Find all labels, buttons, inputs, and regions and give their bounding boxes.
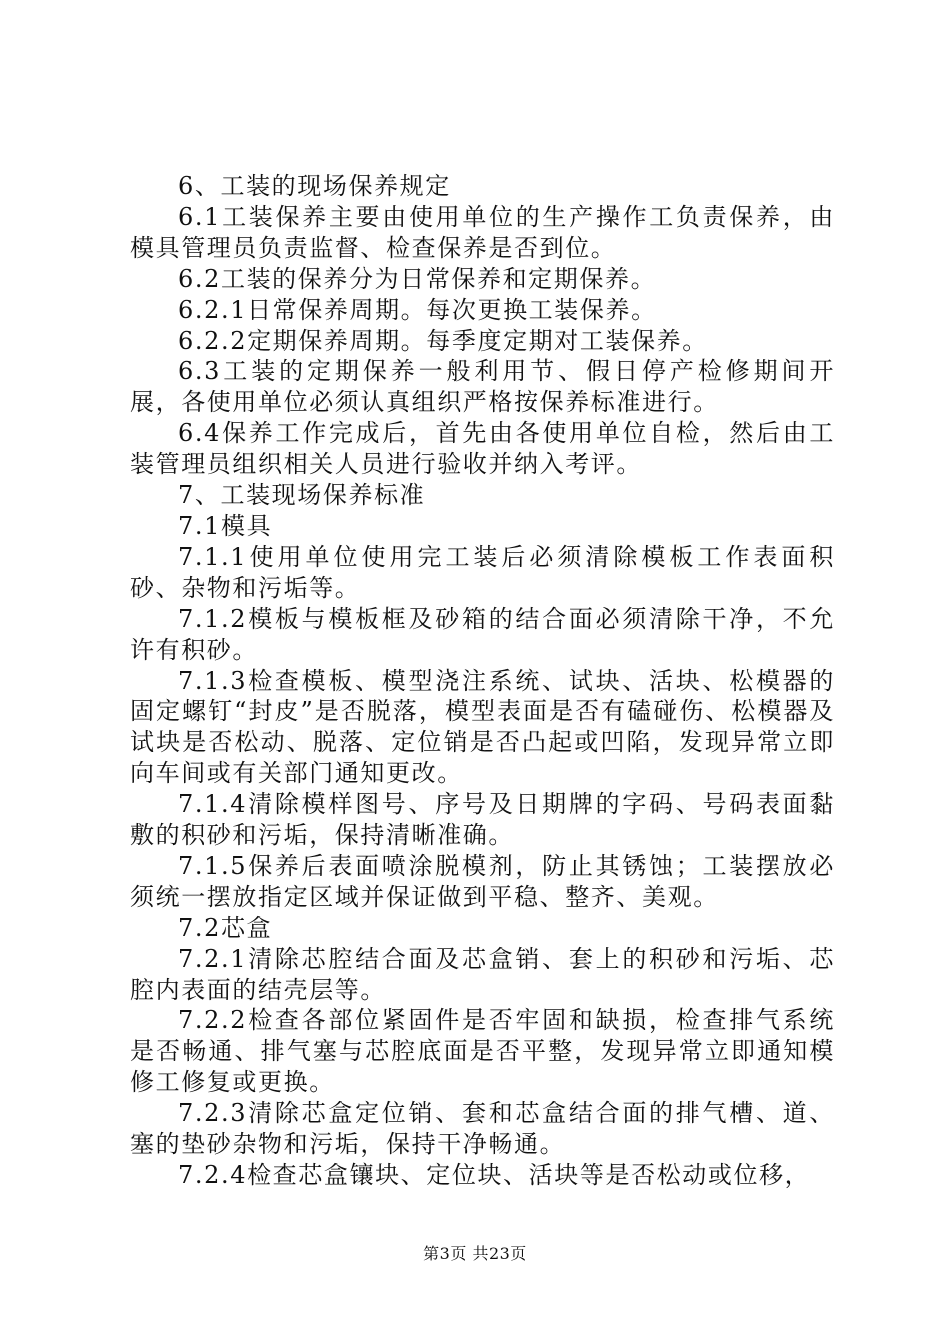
page-footer	[0, 1244, 950, 1264]
document-body	[130, 171, 835, 1191]
paragraph-7-1-3: 7.1.3检查模板、模型浇注系统、试块、活块、松模器的固定螺钉“封皮”是否脱落，模型表面是否有磕碰伤、松模器及试块是否松动、脱落、定位销是否凸起或凹陷，发现异常立即向车间或有关部门通知更改。	[130, 666, 835, 788]
paragraph-7-2-1: 7.2.1清除芯腔结合面及芯盒销、套上的积砂和污垢、芯腔内表面的结壳层等。	[130, 944, 835, 1004]
section-heading-6: 6、工装的现场保养规定	[178, 172, 451, 200]
paragraph-7-2-4: 7.2.4检查芯盒镶块、定位块、活块等是否松动或位移，	[178, 1161, 811, 1189]
subsection-heading-7-1: 7.1模具	[178, 511, 273, 540]
paragraph-7-1-1: 7.1.1使用单位使用完工装后必须清除模板工作表面积砂、杂物和污垢等。	[130, 542, 835, 602]
paragraph-6-4: 6.4保养工作完成后，首先由各使用单位自检，然后由工装管理员组织相关人员进行验收并纳入考评。	[130, 419, 835, 479]
paragraph-6-2: 6.2工装的保养分为日常保养和定期保养。	[178, 264, 657, 293]
paragraph-6-1: 6.1工装保养主要由使用单位的生产操作工负责保养，由模具管理员负责监督、检查保养是否到位。	[130, 202, 835, 262]
section-heading-7: 7、工装现场保养标准	[178, 481, 426, 510]
paragraph-7-2-3: 7.2.3清除芯盒定位销、套和芯盒结合面的排气槽、道、塞的垫砂杂物和污垢，保持干净畅通。	[130, 1099, 835, 1159]
paragraph-7-1-2: 7.1.2模板与模板框及砂箱的结合面必须清除干净，不允许有积砂。	[130, 604, 835, 664]
subsection-heading-7-2: 7.2芯盒	[178, 913, 273, 942]
paragraph-6-3: 6.3工装的定期保养一般利用节、假日停产检修期间开展，各使用单位必须认真组织严格按保养标准进行。	[130, 357, 835, 417]
paragraph-6-2-1: 6.2.1日常保养周期。每次更换工装保养。	[178, 295, 657, 324]
paragraph-7-1-5: 7.1.5保养后表面喷涂脱模剂，防止其锈蚀；工装摆放必须统一摆放指定区域并保证做到平稳、整齐、美观。	[130, 851, 835, 911]
paragraph-7-1-4: 7.1.4清除模样图号、序号及日期牌的字码、号码表面黏敷的积砂和污垢，保持清晰准确。	[130, 790, 835, 850]
paragraph-7-2-2: 7.2.2检查各部位紧固件是否牢固和缺损，检查排气系统是否畅通、排气塞与芯腔底面是否平整，发现异常立即通知模修工修复或更换。	[130, 1006, 835, 1097]
page-number-label: 第3页 共23页	[423, 1244, 527, 1263]
paragraph-6-2-2: 6.2.2定期保养周期。每季度定期对工装保养。	[178, 326, 708, 355]
